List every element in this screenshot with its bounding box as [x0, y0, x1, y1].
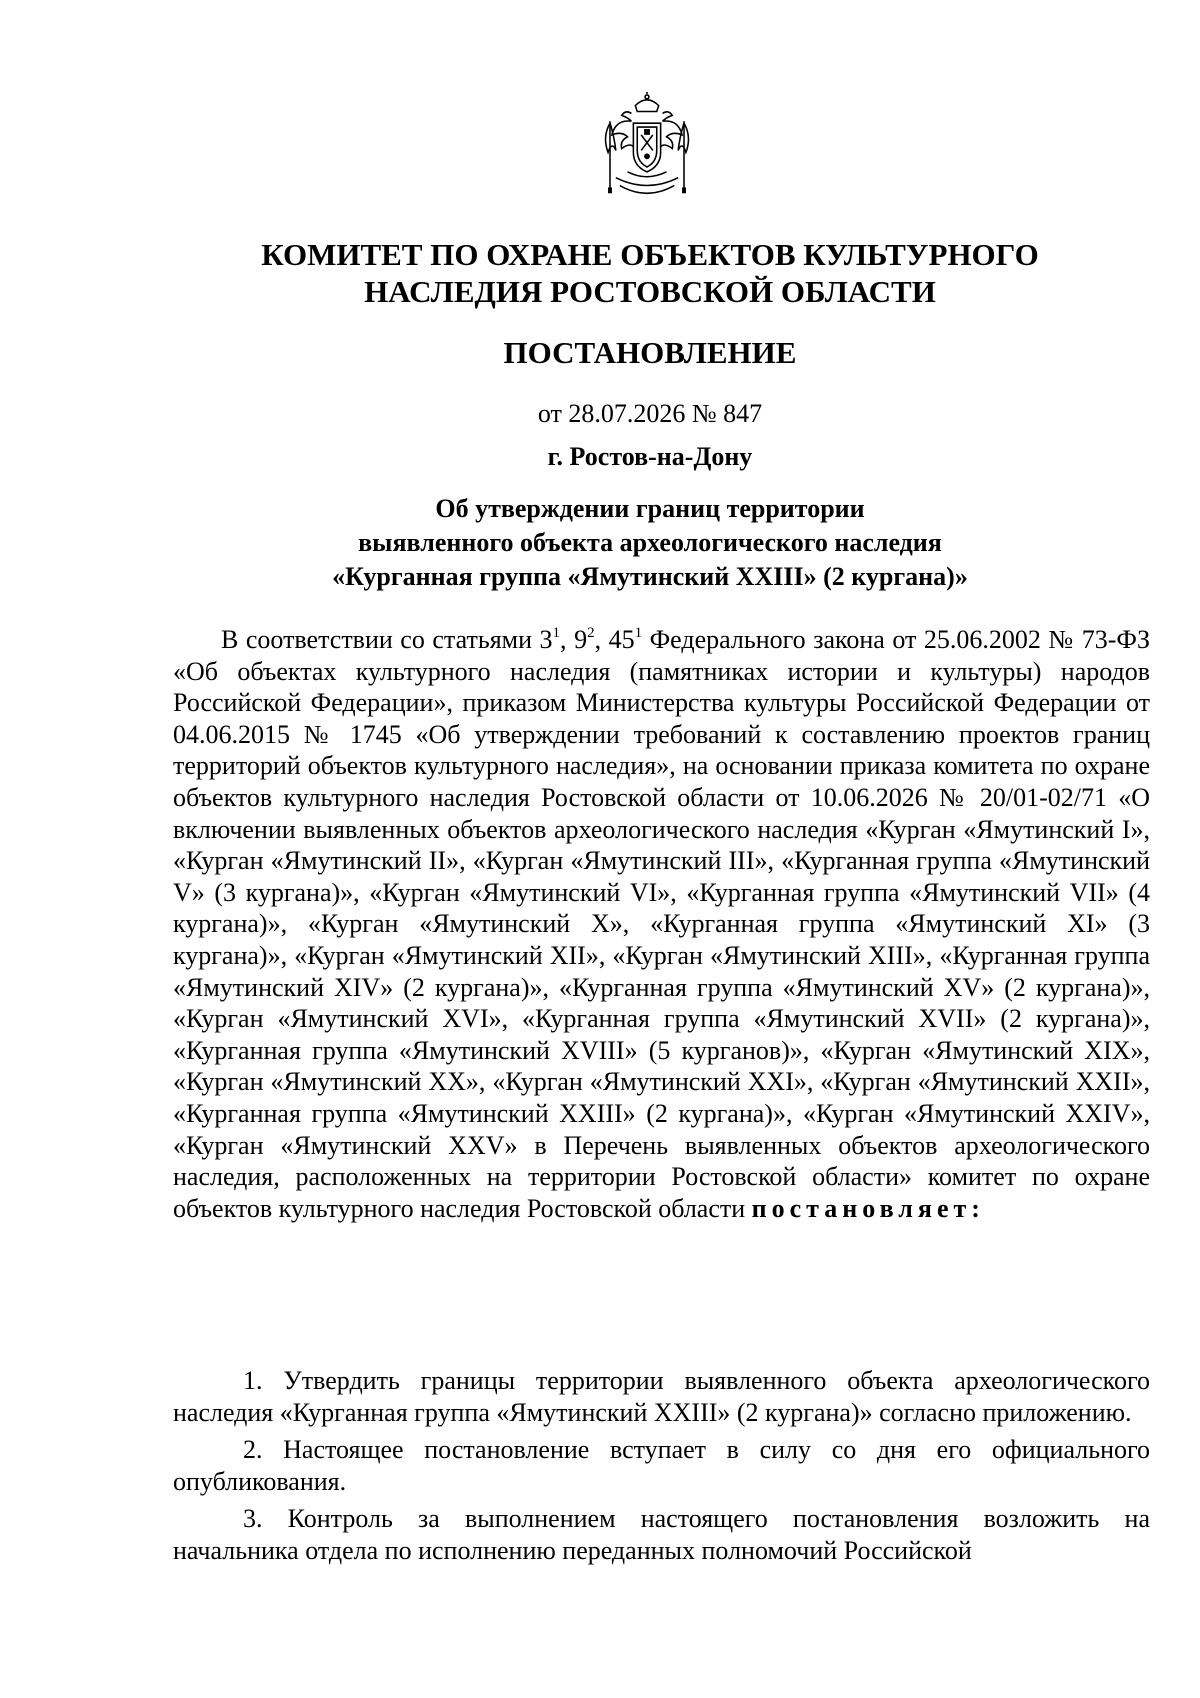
document-subject: [150, 492, 1150, 594]
resolution-item-3: 3. Контроль за выполнением настоящего постановления возложить на начальника отдела по исполнению переданных полномочий Российской: [173, 1504, 1150, 1565]
preamble-paragraph: [173, 624, 1150, 1224]
resolution-item-1: 1. Утвердить границы территории выявленного объекта археологического наследия «Курганная группа «Ямутинский XXIII» (2 кургана)» согласно приложению.: [173, 1366, 1150, 1427]
document-date-number: от 28.07.2026 № 847: [537, 399, 763, 428]
organization-name: [150, 236, 1150, 310]
superscript-1: 1: [552, 625, 561, 641]
subject-line-2: выявленного объекта археологического наследия: [358, 528, 942, 557]
org-line-1: КОМИТЕТ ПО ОХРАНЕ ОБЪЕКТОВ КУЛЬТУРНОГО: [261, 237, 1039, 272]
superscript-3: 1: [634, 625, 643, 641]
superscript-2: 2: [587, 625, 595, 641]
resolution-item-2: 2. Настоящее постановление вступает в силу со дня его официального опубликования.: [173, 1435, 1150, 1496]
preamble-part-2: , 9: [560, 625, 588, 654]
document-city: г. Ростов-на-Дону: [547, 442, 753, 471]
document-type: ПОСТАНОВЛЕНИЕ: [503, 335, 797, 370]
resolution-items: [173, 1365, 1150, 1567]
preamble-part-3: , 45: [594, 625, 635, 654]
preamble-part-1: В соответствии со статьями 3: [221, 625, 553, 654]
subject-line-3: «Курганная группа «Ямутинский XXIII» (2 кургана)»: [332, 562, 968, 591]
resolves-word: постановляет:: [751, 1193, 985, 1223]
preamble-part-4: Федерального закона от 25.06.2002 № 73-ФЗ «Об объектах культурного наследия (памятниках истории и культуры) народов Российской Федерации», приказом Министерства культуры Российской Федерации от 04.06.2015 № 1745 «Об утверждении требований к составлению проектов границ территорий объектов культурного наследия», на основании приказа комитета по охране объектов культурного наследия Ростовской области от 10.06.2026 № 20/01-02/71 «О включении выявленных объектов археологического наследия «Курган «Ямутинский I», «Курган «Ямутинский II», «Курган «Ямутинский III», «Курганная группа «Ямутинский V» (3 кургана)», «Курган «Ямутинский VI», «Курганная группа «Ямутинский VII» (4 кургана)», «Курган «Ямутинский X», «Курганная группа «Ямутинский XI» (3 кургана)», «Курган «Ямутинский XII», «Курган «Ямутинский XIII», «Курганная группа «Ямутинский XIV» (2 кургана)», «Курганная группа «Ямутинский XV» (2 кургана)», «Курган «Ямутинский XVI», «Курганная группа «Ямутинский XVII» (2 кургана)», «Курганная группа «Ямутинский XVIII» (5 курганов)», «Курган «Ямутинский XIX», «Курган «Ямутинский XX», «Курган «Ямутинский XXI», «Курган «Ямутинский XXII», «Курганная группа «Ямутинский XXIII» (2 кургана)», «Курган «Ямутинский XXIV», «Курган «Ямутинский XXV» в Перечень выявленных объектов археологического наследия, расположенных на территории Ростовской области» комитет по охране объектов культурного наследия Ростовской области: [173, 625, 1150, 1223]
coat-of-arms-icon: [598, 92, 696, 204]
preamble-text: [173, 624, 1150, 1224]
org-line-2: НАСЛЕДИЯ РОСТОВСКОЙ ОБЛАСТИ: [364, 274, 936, 309]
subject-line-1: Об утверждении границ территории: [435, 494, 865, 523]
